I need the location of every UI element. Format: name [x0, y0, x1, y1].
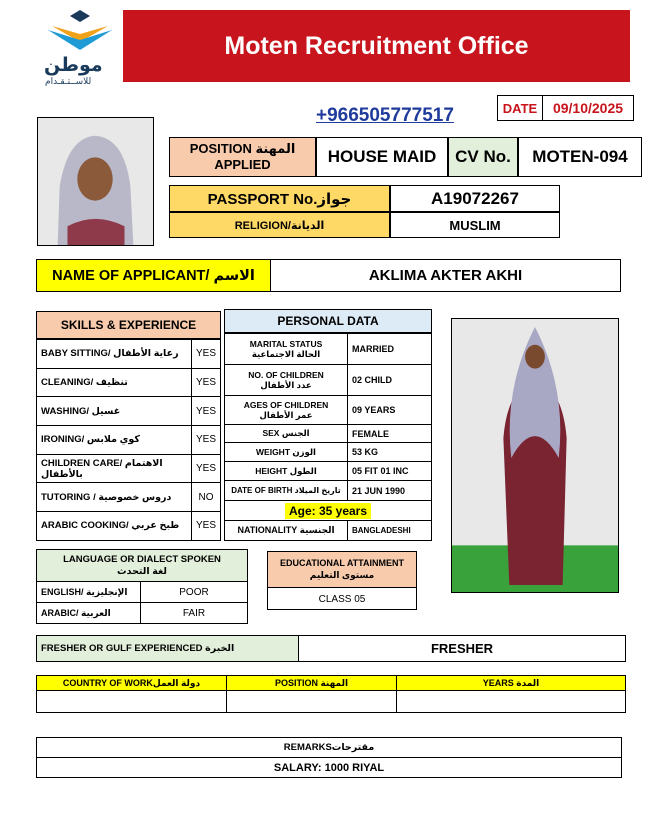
- height-value: 05 FIT 01 INC: [348, 462, 432, 481]
- skill-label: IRONING/ كوي ملابس: [37, 426, 192, 455]
- column-years: YEARS المدة: [482, 677, 540, 688]
- skill-label: CLEANING/ تنظيف: [37, 368, 192, 397]
- position-cell: [227, 691, 397, 712]
- children-value: 02 CHILD: [348, 365, 432, 396]
- religion-value: MUSLIM: [390, 212, 560, 238]
- experience-row: [36, 635, 626, 662]
- table-row: [37, 454, 221, 483]
- dob-value: 21 JUN 1990: [348, 481, 432, 501]
- skill-value: YES: [191, 340, 220, 369]
- page-title: Moten Recruitment Office: [123, 10, 630, 82]
- marital-label: [225, 334, 348, 365]
- ages-value: 09 YEARS: [348, 396, 432, 425]
- work-history-header: [37, 676, 625, 691]
- table-row: [37, 603, 247, 623]
- ages-label-ar: عمر الأطفال: [259, 410, 313, 420]
- phone-link[interactable]: +966505777517: [316, 105, 454, 126]
- table-row: [225, 501, 432, 521]
- table-row: [225, 481, 432, 501]
- date-box: [497, 95, 634, 121]
- age-cell: [225, 501, 432, 521]
- personal-title: PERSONAL DATA: [224, 309, 432, 333]
- years-cell: [397, 691, 625, 712]
- applicant-name: AKLIMA AKTER AKHI: [368, 267, 523, 284]
- children-label-en: NO. OF CHILDREN: [248, 369, 324, 380]
- table-row: [37, 512, 221, 541]
- education-title-ar: مستوى التعليم: [309, 569, 375, 580]
- religion-label: RELIGION/الديانة: [169, 212, 390, 238]
- remarks-box: [36, 737, 622, 778]
- dob-label: DATE OF BIRTH تاريخ الميلاد: [225, 481, 348, 501]
- table-row: [225, 365, 432, 396]
- skill-value: YES: [191, 368, 220, 397]
- remarks-label: REMARKSمقترحات: [37, 738, 621, 758]
- cv-label: CV No.: [448, 137, 518, 177]
- date-value: 09/10/2025: [552, 100, 624, 116]
- salary-value: SALARY: 1000 RIYAL: [273, 761, 385, 774]
- skill-value: YES: [191, 512, 220, 541]
- skill-label: ARABIC COOKING/ طبخ عربي: [37, 512, 192, 541]
- portrait-image-icon: [38, 118, 153, 245]
- applicant-portrait-photo: [37, 117, 154, 246]
- applicant-label: NAME OF APPLICANT/ الاسم: [37, 260, 271, 291]
- language-label: ENGLISH/ الإنجليزية: [37, 582, 141, 602]
- column-position: POSITION المهنة: [227, 676, 397, 690]
- nationality-value: BANGLADESHI: [348, 521, 432, 541]
- height-label: HEIGHT الطول: [225, 462, 348, 481]
- experience-value: FRESHER: [430, 641, 494, 656]
- personal-table: [224, 333, 432, 541]
- skill-value: YES: [191, 426, 220, 455]
- sex-value: FEMALE: [348, 425, 432, 443]
- applicant-row: [36, 259, 621, 292]
- table-row: [225, 443, 432, 462]
- logo-arabic-subtitle: للاســتـقـدام: [45, 77, 92, 87]
- skill-label: CHILDREN CARE/ الاهتمام بالأطفال: [37, 454, 192, 483]
- passport-label: PASSPORT No.جواز: [169, 185, 390, 212]
- skill-value: YES: [191, 397, 220, 426]
- logo-arabic-name: موطن: [44, 54, 103, 76]
- table-row: [37, 368, 221, 397]
- position-label: POSITION المهنة APPLIED: [169, 137, 316, 177]
- date-label: DATE: [498, 96, 543, 120]
- skill-label: WASHING/ غسيل: [37, 397, 192, 426]
- language-title-en: LANGUAGE OR DIALECT SPOKEN: [63, 553, 221, 565]
- language-label: ARABIC/ العربية: [37, 603, 141, 623]
- marital-label-ar: الحالة الاجتماعية: [251, 349, 321, 359]
- marital-label-en: MARITAL STATUS: [249, 338, 323, 349]
- company-logo: [40, 10, 120, 90]
- table-row: [225, 396, 432, 425]
- table-row: [225, 462, 432, 481]
- skills-table: [36, 339, 221, 541]
- table-row: [37, 340, 221, 369]
- passport-value: A19072267: [390, 185, 560, 212]
- weight-label: WEIGHT الوزن: [225, 443, 348, 462]
- experience-label: FRESHER OR GULF EXPERIENCED الخبرة: [37, 636, 299, 661]
- skill-value: YES: [191, 454, 220, 483]
- marital-value: MARRIED: [348, 334, 432, 365]
- language-table: [36, 549, 248, 624]
- age-value: Age: 35 years: [285, 503, 371, 519]
- language-value: FAIR: [182, 607, 206, 619]
- table-row: [37, 483, 221, 512]
- education-title: [268, 552, 416, 588]
- education-box: [267, 551, 417, 610]
- table-row: [225, 425, 432, 443]
- skill-label: BABY SITTING/ رعاية الأطفال: [37, 340, 192, 369]
- full-body-image-icon: [452, 319, 618, 592]
- skill-value: NO: [191, 483, 220, 512]
- skill-label: TUTORING / دروس خصوصية: [37, 483, 192, 512]
- position-value: HOUSE MAID: [316, 137, 448, 177]
- logo-mark-icon: [40, 10, 120, 54]
- nationality-label: NATIONALITY الجنسية: [225, 521, 348, 541]
- table-row: [37, 582, 247, 603]
- country-cell: [37, 691, 227, 712]
- table-row: [225, 521, 432, 541]
- table-row: [37, 691, 625, 712]
- ages-label: [225, 396, 348, 425]
- column-country: COUNTRY OF WORKدولة العمل: [37, 676, 227, 690]
- table-row: [225, 334, 432, 365]
- table-row: [37, 397, 221, 426]
- cv-value: MOTEN-094: [518, 137, 642, 177]
- ages-label-en: AGES OF CHILDREN: [243, 399, 329, 410]
- language-title: [37, 550, 247, 582]
- education-value: CLASS 05: [318, 593, 366, 605]
- work-history-table: [36, 675, 626, 713]
- table-row: [37, 426, 221, 455]
- children-label-ar: عدد الأطفال: [260, 380, 312, 390]
- sex-label: SEX الجنس: [225, 425, 348, 443]
- language-title-ar: لغة التحدث: [117, 565, 167, 577]
- applicant-full-photo: [451, 318, 619, 593]
- language-value: POOR: [179, 586, 209, 598]
- weight-value: 53 KG: [348, 443, 432, 462]
- education-title-en: EDUCATIONAL ATTAINMENT: [280, 557, 404, 568]
- skills-title: SKILLS & EXPERIENCE: [36, 311, 221, 339]
- children-label: [225, 365, 348, 396]
